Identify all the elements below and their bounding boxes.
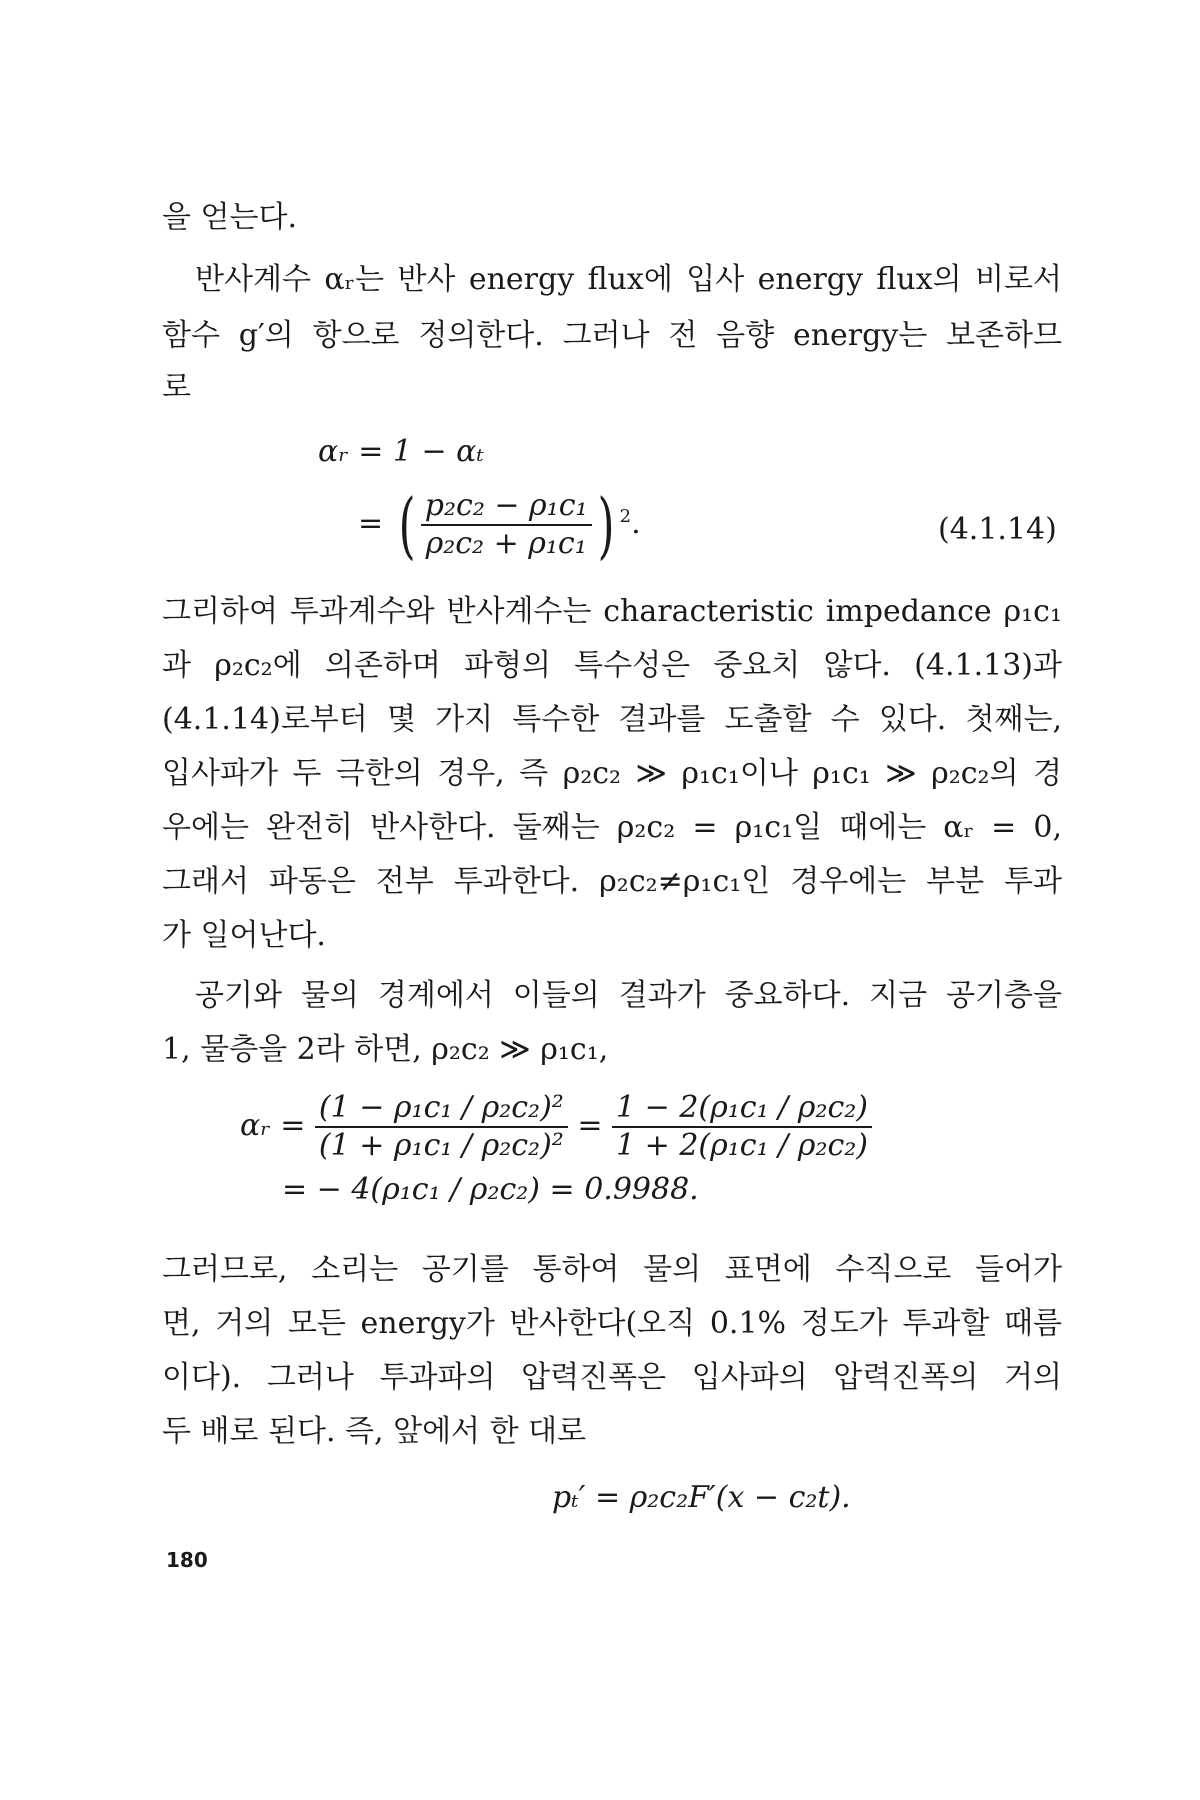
text-line: 1, 물층을 2라 하면, ρ₂c₂ ≫ ρ₁c₁, [162, 1032, 609, 1067]
page-number: 180 [166, 1548, 208, 1572]
equals-sign: = [358, 506, 384, 541]
denominator-1: (1 + ρ₁c₁ / ρ₂c₂)² [318, 1128, 564, 1163]
text-line: 그리하여 투과계수와 반사계수는 characteristic impedance ρ₁c₁ [162, 594, 1062, 629]
text-line: 입사파가 두 극한의 경우, 즉 ρ₂c₂ ≫ ρ₁c₁이나 ρ₁c₁ ≫ ρ₂c₂의 경 [162, 756, 1062, 791]
fraction [421, 488, 592, 562]
text-line: 이다). 그러나 투과파의 압력진폭은 입사파의 압력진폭의 거의 [162, 1360, 1062, 1395]
text-line: 우에는 완전히 반사한다. 둘째는 ρ₂c₂ = ρ₁c₁일 때에는 αᵣ = 0, [162, 810, 1062, 845]
text-line: (4.1.14)로부터 몇 가지 특수한 결과를 도출할 수 있다. 첫째는, [162, 702, 1062, 737]
text-line: 두 배로 된다. 즉, 앞에서 한 대로 [162, 1414, 587, 1449]
text-line: 반사계수 αᵣ는 반사 energy flux에 입사 energy flux의 비로서 [195, 262, 1062, 297]
equation-4-1-14: = ( $\frac{\text{p₂c₂ − ρ₁c₁}}{\text{ρ₂c₂ + ρ₁c₁}}$ ) $^2$. [358, 483, 641, 567]
fraction-1 [315, 1090, 568, 1164]
equation-ar-1-minus-at: αᵣ = 1 − αₜ [318, 434, 484, 469]
numerator: p₂c₂ − ρ₁c₁ [421, 488, 592, 526]
text-line: 그러므로, 소리는 공기를 통하여 물의 표면에 수직으로 들어가 [162, 1252, 1062, 1287]
text-line: 함수 g′의 항으로 정의한다. 그러나 전 음향 energy는 보존하므 [162, 318, 1062, 353]
text-line: 그래서 파동은 전부 투과한다. ρ₂c₂≠ρ₁c₁인 경우에는 부분 투과 [162, 864, 1062, 899]
numerator-1: (1 − ρ₁c₁ / ρ₂c₂)² [315, 1090, 568, 1128]
fraction-2 [612, 1090, 872, 1164]
text-line: 을 얻는다. [162, 200, 297, 235]
text-line: 로 [162, 370, 191, 405]
denominator-2: 1 + 2(ρ₁c₁ / ρ₂c₂) [616, 1128, 868, 1163]
equation-pt-prime: pₜ′ = ρ₂c₂F′(x − c₂t). [552, 1480, 851, 1515]
text-line: 과 ρ₂c₂에 의존하며 파형의 특수성은 중요치 않다. (4.1.13)과 [162, 648, 1062, 683]
text-line: 면, 거의 모든 energy가 반사한다(오직 0.1% 정도가 투과할 때름 [162, 1306, 1062, 1341]
equation-ar-result: = − 4(ρ₁c₁ / ρ₂c₂) = 0.9988. [282, 1172, 699, 1207]
left-paren: ( [398, 483, 416, 567]
lhs: αᵣ = [240, 1108, 306, 1143]
numerator-2: 1 − 2(ρ₁c₁ / ρ₂c₂) [612, 1090, 872, 1128]
equation-number: (4.1.14) [938, 512, 1057, 547]
right-paren: ) [597, 483, 615, 567]
exponent: 2 [619, 506, 632, 527]
equals-sign: = [577, 1108, 603, 1143]
text-line: 공기와 물의 경계에서 이들의 결과가 중요하다. 지금 공기층을 [195, 978, 1062, 1013]
text-line: 가 일어난다. [162, 918, 326, 953]
equation-ar-expansion [240, 1090, 872, 1164]
denominator: ρ₂c₂ + ρ₁c₁ [425, 526, 587, 561]
